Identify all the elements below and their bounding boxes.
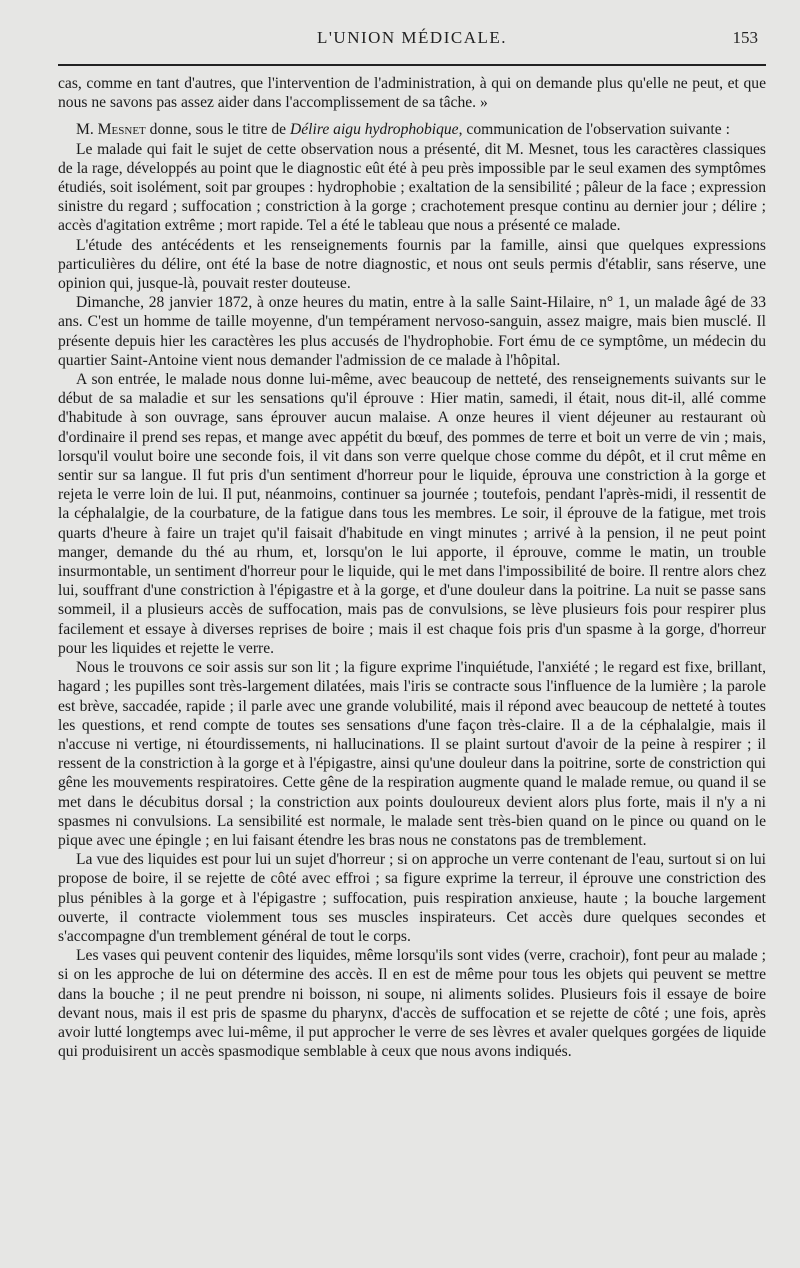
paragraph-4: L'étude des antécédents et les renseignements fournis par la famille, ainsi que quelques expressions particulières du délire, ont été la base de notre diagnostic, et nous ont seuls permis d'établir, sans réserve, une opinion qui, jusque-là, pouvait rester douteuse. (58, 236, 766, 293)
paragraph-3: Le malade qui fait le sujet de cette observation nous a présenté, dit M. Mesnet, tous les caractères classiques de la rage, développés au point que le diagnostic eût été à peu près impossible par le seul examen des symptômes étudiés, soit isolément, soit par groupes : hydrophobie ; exaltation de la sensibilité ; pâleur de la face ; expression sinistre du regard ; suffocation ; constriction à la gorge ; crachotement presque continu au dernier jour ; délire ; accès d'agitation extrême ; mort rapide. Tel a été le tableau que nous a présenté ce malade. (58, 140, 766, 235)
paragraph-2 (58, 120, 766, 139)
observation-title: Délire aigu hydrophobique (289, 121, 459, 139)
p2-mid: donne, sous le titre de (145, 121, 290, 139)
running-header (58, 28, 766, 54)
running-title: L'UNION MÉDICALE. (316, 28, 508, 47)
header-rule (58, 64, 766, 66)
paragraph-1: cas, comme en tant d'autres, que l'intervention de l'administration, à qui on demande plus qu'elle ne peut, et que nous ne savons pas assez aider dans l'accomplissement de sa tâche. » (58, 75, 766, 112)
page-number: 153 (732, 28, 758, 47)
paragraph-8: La vue des liquides est pour lui un sujet d'horreur ; si on approche un verre contenant de l'eau, surtout si on lui propose de boire, il se rejette de côté avec effroi ; sa figure exprime la terreur, il éprouve une constriction des plus pénibles à la gorge et à l'épigastre ; suffocation, puis respiration anxieuse, haute ; la bouche largement ouverte, il contracte violemment tous ses muscles inspirateurs. Cet accès dure quelques secondes et s'accompagne d'un tremblement général de tout le corps. (58, 851, 766, 945)
author-name: Mesnet (97, 121, 146, 139)
paragraph-7: Nous le trouvons ce soir assis sur son lit ; la figure exprime l'inquiétude, l'anxiété ; le regard est fixe, brillant, hagard ; les pupilles sont très-largement dilatées, mais l'iris se contracte sous l'influence de la lumière ; la parole est brève, saccadée, rapide ; il parle avec une grande volubilité, mais il répond avec beaucoup de netteté à toutes les questions, et rend compte de toutes ses sensations d'une façon très-claire. Il a de la céphalalgie, mais il n'accuse ni vertige, ni étourdissements, ni hallucinations. Il se plaint surtout d'avoir de la peine à respirer ; il ressent de la constriction à la gorge et à l'épigastre, ainsi qu'une douleur dans la poitrine, sorte de constriction qui gêne les mouvements respiratoires. Cette gêne de la respiration augmente quand le malade remue, ou quand il se met dans le décubitus dorsal ; la constriction aux points douloureux devient alors plus forte, mais il n'y a ni spasmes ni convulsions. La sensibilité est normale, le malade sent très-bien quand on le pince ou quand on le pique avec une épingle ; en lui faisant étendre les bras nous ne constatons pas de tremblement. (58, 659, 766, 849)
p2-tail: , communication de l'observation suivante : (458, 121, 730, 139)
p2-lead: M. (76, 121, 98, 139)
body-text (58, 74, 766, 1061)
paragraph-5: Dimanche, 28 janvier 1872, à onze heures du matin, entre à la salle Saint-Hilaire, n° 1, un malade âgé de 33 ans. C'est un homme de taille moyenne, d'un tempérament nervoso-sanguin, assez maigre, mais bien musclé. Il présente depuis hier les caractères les plus accusés de l'hydrophobie. Fort ému de ce symptôme, un médecin du quartier Saint-Antoine vient nous demander l'admission de ce malade à l'hôpital. (58, 294, 766, 369)
paragraph-9: Les vases qui peuvent contenir des liquides, même lorsqu'ils sont vides (verre, crachoir), font peur au malade ; si on les approche de lui on détermine des accès. Il en est de même pour tous les objets qui peuvent se mettre dans la bouche ; il ne peut prendre ni boisson, ni soupe, ni aliments solides. Plusieurs fois il essaye de boire devant nous, mais il est pris de spasme du pharynx, d'accès de suffocation et se rejette de côté ; une fois, après avoir lutté longtemps avec lui-même, il put approcher le verre de ses lèvres et avaler quelques gorgées de liquide qui produisirent un accès spasmodique semblable à ceux que nous avons indiqués. (58, 947, 766, 1061)
paragraph-6: A son entrée, le malade nous donne lui-même, avec beaucoup de netteté, des renseignements suivants sur le début de sa maladie et sur les sensations qu'il éprouve : Hier matin, samedi, il était, nous dit-il, allé comme d'habitude à son ouvrage, sans éprouver aucun malaise. A onze heures il vient déjeuner au restaurant où d'ordinaire il prend ses repas, et mange avec appétit du bœuf, des pommes de terre et boit un verre de vin ; mais, lorsqu'il voulut boire une seconde fois, il vit dans son verre quelque chose comme du dépôt, et il crut même en sentir sur sa langue. Il fut pris d'un sentiment d'horreur pour le liquide, éprouva une constriction à la gorge et rejeta le verre loin de lui. Il put, néanmoins, continuer sa journée ; toutefois, pendant l'après-midi, il ressentit de la céphalalgie, de la courbature, de la fatigue dans tous les membres. Le soir, il éprouve de la fatigue, met trois quarts d'heure à faire un trajet qu'il faisait d'habitude en vingt minutes ; arrivé à la pension, il ne peut point manger, demande du thé au rhum, et, lorsqu'on le lui apporte, il éprouve, comme le matin, un trouble insurmontable, un sentiment d'horreur pour le liquide, qui le met dans l'impossibilité de boire. Il rentre alors chez lui, souffrant d'une constriction à l'épigastre et à la gorge, et d'une douleur dans la poitrine. La nuit se passe sans sommeil, il a plusieurs accès de suffocation, mais pas de convulsions, se lève plusieurs fois pour respirer plus facilement et essaye à diverses reprises de boire ; mais il est chaque fois pris d'un spasme à la gorge, d'horreur pour les liquides et rejette le verre. (58, 371, 766, 657)
